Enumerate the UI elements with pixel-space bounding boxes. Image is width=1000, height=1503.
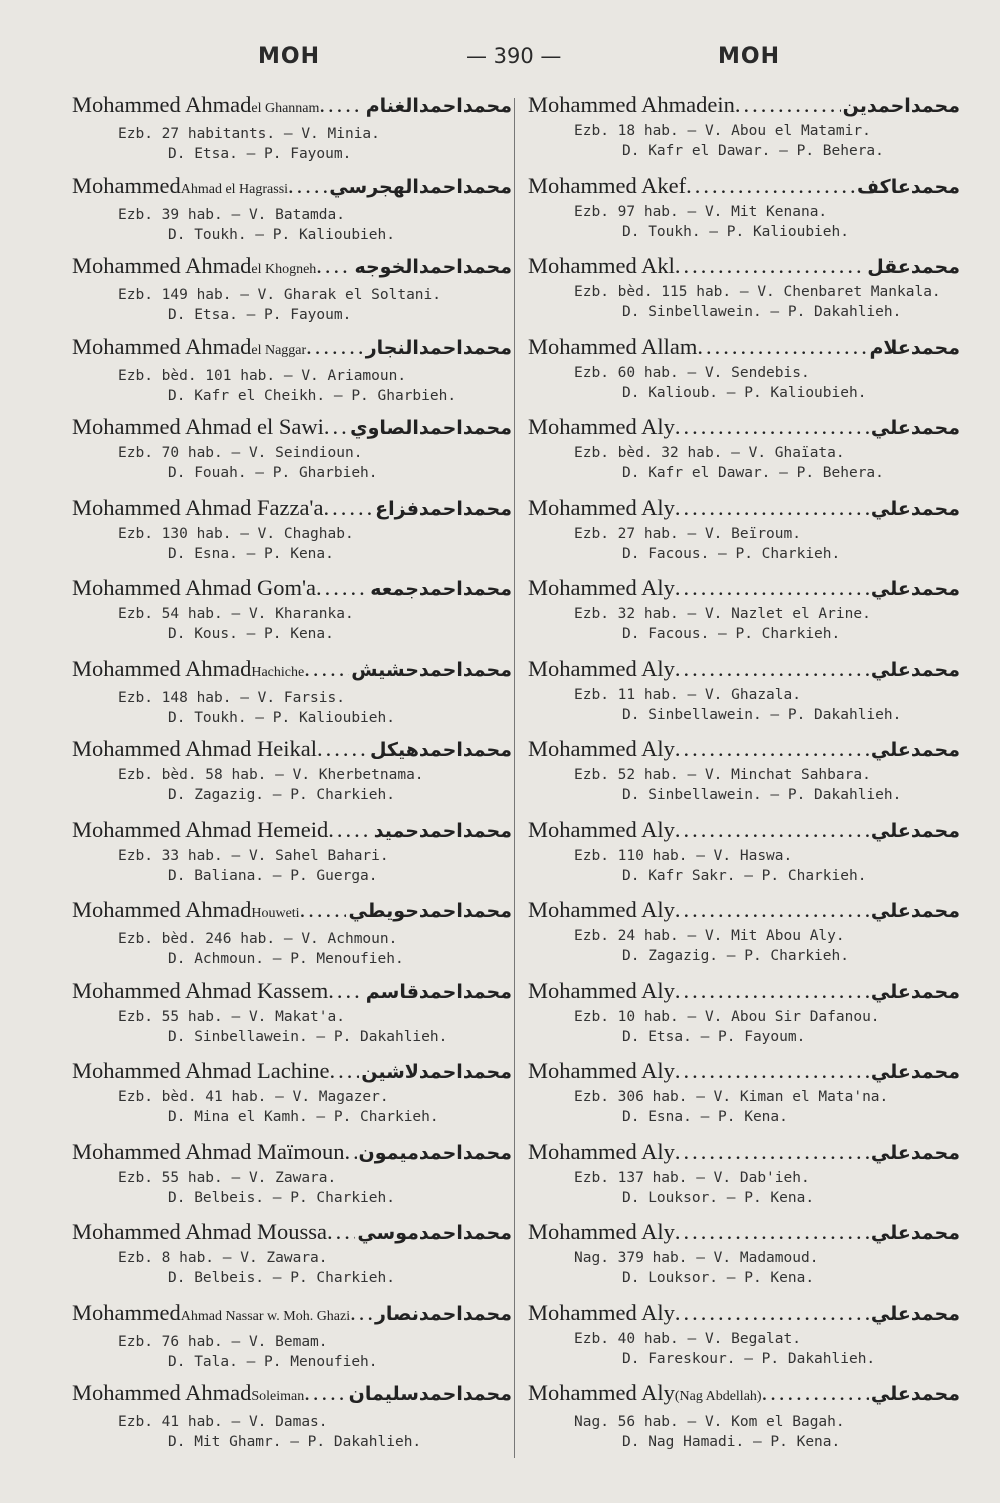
- entry-district: D. Kous. — P. Kena.: [168, 626, 334, 642]
- entry-name-line: [528, 412, 960, 443]
- directory-entry: [528, 1137, 960, 1218]
- entry-name: Mohammed Aly: [528, 1299, 675, 1325]
- directory-entry: [528, 573, 960, 654]
- entry-arabic-name: محمدعلي: [870, 1383, 960, 1405]
- right-column: [528, 90, 960, 1459]
- entry-name: Mohammed Aly: [528, 655, 675, 681]
- leader-dots: [675, 734, 869, 764]
- entry-name-line: [72, 251, 512, 285]
- entry-district: D. Facous. — P. Charkieh.: [622, 626, 841, 642]
- entry-arabic-name: محمدعلي: [870, 900, 960, 922]
- directory-entry: [528, 1217, 960, 1298]
- leader-dots: [306, 332, 364, 362]
- entry-name-line: [72, 1217, 512, 1248]
- entry-arabic-name: محمداحمدالصاوي: [350, 417, 512, 439]
- entry-name: Mohammed: [72, 172, 181, 198]
- entry-name: Mohammed Aly: [528, 494, 675, 520]
- entry-arabic-name: محمداحمدموسي: [357, 1222, 512, 1244]
- directory-entry: [72, 976, 512, 1057]
- entry-district: D. Kafr el Cheikh. — P. Gharbieh.: [168, 387, 457, 404]
- entry-district: D. Zagazig. — P. Charkieh.: [622, 948, 849, 964]
- entry-arabic-name: محمداحمدلاشين: [361, 1061, 512, 1083]
- directory-entry: [72, 1378, 512, 1459]
- leader-dots: [675, 573, 869, 603]
- entry-details: Ezb. 97 hab. — V. Mit Kenana.: [574, 203, 828, 220]
- entry-name-line: [528, 1378, 960, 1412]
- leader-dots: [675, 1137, 869, 1167]
- entry-district: D. Nag Hamadi. — P. Kena.: [622, 1434, 841, 1450]
- directory-entry: [528, 90, 960, 171]
- entry-district: D. Sinbellawein. — P. Dakahlieh.: [622, 304, 902, 320]
- entry-district: D. Etsa. — P. Fayoum.: [168, 307, 352, 323]
- entry-name: Mohammed Ahmad: [72, 1380, 252, 1405]
- entry-name-line: [72, 1378, 512, 1412]
- directory-entry: [72, 1298, 512, 1379]
- entry-district: D. Sinbellawein. — P. Dakahlieh.: [168, 1028, 448, 1045]
- directory-entry: [72, 654, 512, 735]
- entry-arabic-name: محمداحمدنصار: [374, 1302, 512, 1325]
- directory-entry: [72, 1217, 512, 1298]
- directory-entry: [72, 734, 512, 815]
- entry-name-small: Soleiman: [251, 1389, 305, 1404]
- entry-name-line: [528, 976, 960, 1007]
- entry-details: Ezb. bèd. 115 hab. — V. Chenbaret Mankala.: [574, 284, 941, 300]
- entry-arabic-name: محمدعلام: [869, 336, 960, 359]
- entry-district: D. Louksor. — P. Kena.: [622, 1189, 815, 1206]
- leader-dots: [319, 90, 363, 120]
- entry-name-line: [72, 332, 512, 366]
- entry-name-line: [528, 1298, 960, 1329]
- directory-entry: [72, 1137, 512, 1218]
- entry-name: Mohammed Ahmad el Sawi: [72, 414, 324, 439]
- entry-district: D. Achmoun. — P. Menoufieh.: [168, 951, 404, 967]
- leader-dots: [675, 412, 869, 442]
- entry-district: D. Mina el Kamh. — P. Charkieh.: [168, 1109, 439, 1125]
- entry-details: Ezb. bèd. 246 hab. — V. Achmoun.: [118, 931, 398, 947]
- directory-entry: [72, 90, 512, 171]
- entry-name: Mohammed Ahmad: [72, 655, 252, 681]
- entry-name-line: [528, 1056, 960, 1087]
- entry-details: Ezb. bèd. 101 hab. — V. Ariamoun.: [118, 367, 407, 384]
- entry-name: Mohammed Ahmad Lachine: [72, 1058, 330, 1083]
- entry-arabic-name: محمداحمدقاسم: [365, 980, 512, 1003]
- entry-name: Mohammed Aly: [528, 575, 675, 600]
- leader-dots: [288, 171, 327, 201]
- entry-arabic-name: محمدعلي: [870, 819, 960, 842]
- entry-district: D. Fareskour. — P. Dakahlieh.: [622, 1350, 876, 1367]
- entry-district: D. Kafr Sakr. — P. Charkieh.: [622, 867, 867, 884]
- entry-district: D. Toukh. — P. Kalioubieh.: [168, 709, 395, 726]
- entry-details: Nag. 56 hab. — V. Kom el Bagah.: [574, 1414, 845, 1430]
- running-head-left: MOH: [258, 44, 321, 69]
- entry-name: Mohammed Aly: [528, 1058, 675, 1083]
- entry-arabic-name: محمداحمدين: [842, 95, 960, 117]
- entry-details: Ezb. 8 hab. — V. Zawara.: [118, 1250, 328, 1266]
- entry-name: Mohammed Ahmad Gom'a: [72, 575, 317, 600]
- entry-name-line: [72, 815, 512, 846]
- entry-name-small: Hachiche: [251, 664, 305, 680]
- entry-district: D. Facous. — P. Charkieh.: [622, 545, 841, 562]
- entry-name-line: [528, 493, 960, 524]
- entry-district: D. Kafr el Dawar. — P. Behera.: [622, 143, 884, 159]
- entry-name: Mohammed Ahmad Kassem: [72, 977, 329, 1003]
- entry-name-line: [72, 171, 512, 205]
- entry-details: Ezb. bèd. 32 hab. — V. Ghaïata.: [574, 445, 845, 461]
- entry-name: Mohammed Ahmad: [72, 253, 252, 278]
- entry-name-line: [72, 573, 512, 604]
- entry-name: Mohammed Aly: [528, 977, 675, 1003]
- entry-arabic-name: محمداحمدالخوجه: [354, 256, 512, 278]
- leader-dots: [675, 815, 869, 845]
- entry-name-line: [72, 1298, 512, 1332]
- entry-name-line: [72, 654, 512, 688]
- entry-name-small: (Nag Abdellah): [674, 1389, 762, 1404]
- entry-district: D. Etsa. — P. Fayoum.: [622, 1028, 806, 1045]
- entry-district: D. Esna. — P. Kena.: [168, 545, 334, 562]
- leader-dots: [686, 171, 855, 201]
- entry-arabic-name: محمدعلي: [870, 497, 960, 520]
- entry-arabic-name: محمداحمدجمعه: [370, 578, 512, 600]
- entry-district: D. Zagazig. — P. Charkieh.: [168, 787, 395, 803]
- entry-arabic-name: محمدعلي: [870, 980, 960, 1003]
- leader-dots: [317, 734, 368, 764]
- directory-entry: [528, 251, 960, 332]
- entry-details: Ezb. 39 hab. — V. Batamda.: [118, 206, 345, 223]
- directory-entry: [528, 1056, 960, 1137]
- entry-name-line: [528, 573, 960, 604]
- entry-arabic-name: محمداحمدميمون: [358, 1141, 512, 1164]
- column-divider: [514, 98, 515, 1458]
- entry-name-line: [72, 895, 512, 929]
- entry-details: Ezb. 41 hab. — V. Damas.: [118, 1414, 328, 1430]
- entry-arabic-name: محمدعلي: [870, 1302, 960, 1325]
- entry-arabic-name: محمدعلي: [870, 739, 960, 761]
- entry-name: Mohammed Aly: [528, 816, 675, 842]
- entry-arabic-name: محمداحمدالغنام: [365, 95, 512, 117]
- entry-district: D. Belbeis. — P. Charkieh.: [168, 1189, 395, 1206]
- entry-district: D. Toukh. — P. Kalioubieh.: [168, 226, 395, 243]
- entry-district: D. Etsa. — P. Fayoum.: [168, 146, 352, 162]
- entry-name: Mohammed Allam: [528, 333, 698, 359]
- directory-entry: [528, 895, 960, 976]
- entry-arabic-name: محمدعلي: [870, 578, 960, 600]
- directory-entry: [528, 171, 960, 252]
- entry-arabic-name: محمداحمدحشيش: [351, 658, 512, 681]
- entry-arabic-name: محمدعلي: [870, 1141, 960, 1164]
- entry-details: Ezb. 60 hab. — V. Sendebis.: [574, 364, 810, 381]
- entry-name-line: [528, 895, 960, 926]
- entry-details: Ezb. 148 hab. — V. Farsis.: [118, 689, 345, 706]
- leader-dots: [675, 976, 869, 1006]
- entry-name: Mohammed Aly: [528, 1380, 675, 1405]
- entry-name: Mohammed Aly: [528, 736, 675, 761]
- entry-details: Ezb. 33 hab. — V. Sahel Bahari.: [118, 847, 389, 864]
- entry-name: Mohammed Aly: [528, 414, 675, 439]
- leader-dots: [316, 573, 368, 603]
- entry-name-line: [72, 90, 512, 124]
- leader-dots: [304, 654, 349, 684]
- entry-name-line: [528, 1137, 960, 1168]
- leader-dots: [675, 1298, 869, 1328]
- leader-dots: [675, 654, 869, 684]
- entry-name-small: Ahmad Nassar w. Moh. Ghazi: [180, 1308, 351, 1324]
- entry-details: Ezb. 24 hab. — V. Mit Abou Aly.: [574, 928, 845, 944]
- entry-details: Ezb. 55 hab. — V. Zawara.: [118, 1169, 337, 1186]
- entry-name-line: [528, 734, 960, 765]
- directory-entry: [72, 332, 512, 413]
- leader-dots: [350, 1298, 373, 1328]
- entry-arabic-name: محمدعلي: [870, 417, 960, 439]
- page-header: [0, 44, 1000, 78]
- entry-name: Mohammed Akl: [528, 253, 675, 278]
- entry-name-line: [528, 815, 960, 846]
- entry-details: Ezb. 27 habitants. — V. Minia.: [118, 126, 380, 142]
- entry-details: Ezb. 76 hab. — V. Bemam.: [118, 1333, 328, 1350]
- directory-entry: [72, 251, 512, 332]
- leader-dots: [762, 1378, 869, 1408]
- entry-arabic-name: محمداحمدحويطي: [348, 900, 512, 922]
- directory-entry: [528, 1298, 960, 1379]
- directory-entry: [528, 976, 960, 1057]
- entry-district: D. Louksor. — P. Kena.: [622, 1270, 815, 1286]
- entry-name: Mohammed Ahmad: [72, 92, 252, 117]
- entry-details: Ezb. 70 hab. — V. Seindioun.: [118, 445, 363, 461]
- entry-name: Mohammed Ahmad Hemeid: [72, 816, 329, 842]
- entry-arabic-name: محمداحمدفزاع: [375, 497, 512, 520]
- entry-details: Ezb. 52 hab. — V. Minchat Sahbara.: [574, 767, 871, 783]
- leader-dots: [675, 1056, 869, 1086]
- directory-entry: [72, 895, 512, 976]
- entry-arabic-name: محمدعقل: [867, 256, 960, 278]
- entry-name-line: [72, 412, 512, 443]
- directory-entry: [528, 734, 960, 815]
- leader-dots: [300, 895, 347, 925]
- running-head-right: MOH: [718, 44, 781, 69]
- entry-details: Ezb. 306 hab. — V. Kiman el Mata'na.: [574, 1089, 889, 1105]
- leader-dots: [697, 332, 867, 362]
- leader-dots: [675, 493, 869, 523]
- entry-details: Ezb. bèd. 58 hab. — V. Kherbetnama.: [118, 767, 424, 783]
- leader-dots: [675, 895, 869, 925]
- entry-details: Ezb. 149 hab. — V. Gharak el Soltani.: [118, 287, 442, 303]
- entry-district: D. Sinbellawein. — P. Dakahlieh.: [622, 787, 902, 803]
- entry-name-line: [72, 1137, 512, 1168]
- entry-name: Mohammed Ahmad Fazza'a: [72, 494, 324, 520]
- entry-details: Ezb. 10 hab. — V. Abou Sir Dafanou.: [574, 1008, 880, 1025]
- directory-entry: [72, 412, 512, 493]
- entry-name-line: [528, 251, 960, 282]
- leader-dots: [327, 1217, 355, 1247]
- entry-name: Mohammed Ahmad: [72, 897, 252, 922]
- directory-entry: [72, 573, 512, 654]
- entry-name: Mohammed Akef: [528, 172, 687, 198]
- leader-dots: [675, 251, 865, 281]
- leader-dots: [323, 493, 373, 523]
- entry-name: Mohammed Ahmad: [72, 333, 252, 359]
- entry-details: Ezb. 11 hab. — V. Ghazala.: [574, 686, 801, 703]
- leader-dots: [675, 1217, 869, 1247]
- leader-dots: [316, 251, 352, 281]
- entry-district: D. Toukh. — P. Kalioubieh.: [622, 223, 849, 240]
- directory-entry: [528, 654, 960, 735]
- entry-details: Ezb. 27 hab. — V. Beïroum.: [574, 525, 801, 542]
- entry-district: D. Mit Ghamr. — P. Dakahlieh.: [168, 1434, 422, 1450]
- directory-entry: [528, 493, 960, 574]
- entry-arabic-name: محمدعلي: [870, 1222, 960, 1244]
- entry-name-line: [528, 332, 960, 363]
- entry-details: Ezb. 55 hab. — V. Makat'a.: [118, 1008, 345, 1025]
- directory-entry: [528, 332, 960, 413]
- entry-arabic-name: محمدعلي: [870, 1061, 960, 1083]
- entry-details: Ezb. 54 hab. — V. Kharanka.: [118, 606, 354, 622]
- entry-district: D. Esna. — P. Kena.: [622, 1109, 788, 1125]
- entry-name-small: el Naggar: [251, 342, 307, 358]
- entry-name-line: [528, 171, 960, 202]
- leader-dots: [344, 1137, 356, 1167]
- entry-details: Ezb. 110 hab. — V. Haswa.: [574, 847, 793, 864]
- entry-name: Mohammed Aly: [528, 897, 675, 922]
- entry-name-line: [72, 976, 512, 1007]
- entry-arabic-name: محمداحمدهيكل: [369, 739, 512, 761]
- entry-details: Ezb. 32 hab. — V. Nazlet el Arine.: [574, 606, 871, 622]
- entry-name: Mohammed: [72, 1299, 181, 1325]
- leader-dots: [304, 1378, 346, 1408]
- entry-details: Ezb. 137 hab. — V. Dab'ieh.: [574, 1169, 810, 1186]
- entry-district: D. Baliana. — P. Guerga.: [168, 867, 378, 884]
- entry-arabic-name: محمداحمدسليمان: [348, 1383, 512, 1405]
- entry-district: D. Tala. — P. Menoufieh.: [168, 1353, 378, 1370]
- directory-entry: [72, 815, 512, 896]
- entry-name-line: [72, 493, 512, 524]
- entry-name-small: Houweti: [251, 906, 300, 921]
- leader-dots: [328, 815, 372, 845]
- entry-name: Mohammed Ahmadein: [528, 92, 735, 117]
- entry-name-small: Ahmad el Hagrassi: [180, 181, 289, 197]
- entry-details: Ezb. 130 hab. — V. Chaghab.: [118, 525, 354, 542]
- entry-name-small: el Khogneh: [251, 262, 317, 277]
- entry-name-line: [72, 734, 512, 765]
- entry-name: Mohammed Aly: [528, 1138, 675, 1164]
- leader-dots: [329, 1056, 359, 1086]
- left-column: [72, 90, 512, 1459]
- entry-details: Ezb. bèd. 41 hab. — V. Magazer.: [118, 1089, 389, 1105]
- entry-details: Ezb. 18 hab. — V. Abou el Matamir.: [574, 123, 871, 139]
- entry-name: Mohammed Aly: [528, 1219, 675, 1244]
- entry-district: D. Belbeis. — P. Charkieh.: [168, 1270, 395, 1286]
- entry-arabic-name: محمداحمدالنجار: [365, 336, 512, 359]
- leader-dots: [328, 976, 364, 1006]
- directory-entry: [72, 493, 512, 574]
- entry-name-line: [528, 90, 960, 121]
- leader-dots: [735, 90, 841, 120]
- directory-entry: [72, 1056, 512, 1137]
- entry-arabic-name: محمداحمدحميد: [373, 819, 512, 842]
- entry-arabic-name: محمداحمدالهجرسي: [329, 175, 512, 198]
- entry-name: Mohammed Ahmad Heikal: [72, 736, 317, 761]
- entry-name-small: el Ghannam: [251, 101, 320, 116]
- entry-name: Mohammed Ahmad Moussa: [72, 1219, 327, 1244]
- entry-details: Nag. 379 hab. — V. Madamoud.: [574, 1250, 819, 1266]
- entry-details: Ezb. 40 hab. — V. Begalat.: [574, 1330, 801, 1347]
- entry-name-line: [72, 1056, 512, 1087]
- entry-arabic-name: محمدعاكف: [857, 175, 960, 198]
- directory-entry: [528, 412, 960, 493]
- entry-arabic-name: محمدعلي: [870, 658, 960, 681]
- directory-entry: [72, 171, 512, 252]
- page-number: — 390 —: [466, 44, 562, 68]
- entry-district: D. Fouah. — P. Gharbieh.: [168, 465, 378, 481]
- entry-district: D. Kafr el Dawar. — P. Behera.: [622, 465, 884, 481]
- entry-district: D. Kalioub. — P. Kalioubieh.: [622, 384, 867, 401]
- entry-name-line: [528, 1217, 960, 1248]
- directory-entry: [528, 815, 960, 896]
- entry-district: D. Sinbellawein. — P. Dakahlieh.: [622, 706, 902, 723]
- directory-entry: [528, 1378, 960, 1459]
- entry-name: Mohammed Ahmad Maïmoun: [72, 1138, 345, 1164]
- entry-name-line: [528, 654, 960, 685]
- leader-dots: [324, 412, 348, 442]
